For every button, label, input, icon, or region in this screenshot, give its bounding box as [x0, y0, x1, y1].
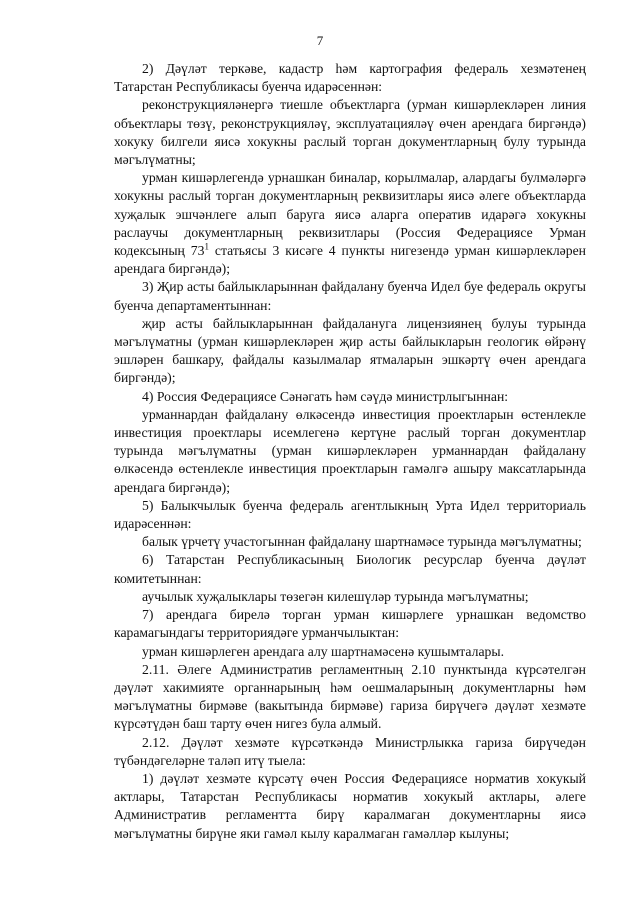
paragraph-16: 1) дәүләт хезмәте күрсәтү өчен Россия Федерациясе норматив хокукый актлары, Татарстан Республикасы норматив хокукый актлары, әлеге Административ регламентта бирү каралмаган документларны яисә мәгълүматны бирүне яки гамәл кылу каралмаган гамәлләр кылуны; — [114, 770, 586, 841]
paragraph-4: 3) Җир асты байлыкларыннан файдалану буенча Идел буе федераль округы буенча департаментыннан: — [114, 279, 586, 313]
paragraph-11: аучылык хуҗалыклары төзегән килешүләр турында мәгълүматны; — [142, 588, 529, 604]
paragraph-2: реконструкцияләнергә тиешле объектларга (урман кишәрлекләрен линия объектлары төзү, реконструкцияләү, эксплуатацияләү өчен арендага биргәндә) хокуку билгели яисә хокукны раслый торган документларның булу турында мәгълүматны; — [114, 97, 586, 168]
footnote-superscript: 1 — [204, 241, 209, 252]
paragraph-5: җир асты байлыкларыннан файдалануга лицензиянең булуы турында мәгълүматны (урман кишәрлекләрен җир асты байлыкларын геологик өйрәнү эшләрен башкару, файдалы казылмалар ятмаларын эшкәртү өчен арендага биргәндә); — [114, 315, 586, 386]
page-number: 7 — [316, 33, 324, 48]
paragraph-3: урман кишәрлегендә урнашкан биналар, корылмалар, алардагы булмәләргә хокукны раслый торган документларның реквизитлары яисә әлеге объектларда хуҗалык эшчәнлеге алып баруга яисә аларга оператив идарәгә хокукны раслаучы документларның реквизитлары (Россия Федерациясе Урман кодексының $73^1$ статьясы 3 кисәге 4 пункты нигезендә урман кишәрлекләрен арендага биргәндә); — [114, 170, 586, 277]
paragraph-6: 4) Россия Федерациясе Сәнәгать һәм сәүдә министрлыгыннан: — [142, 388, 509, 404]
paragraph-12: 7) арендага бирелә торган урман кишәрлеге урнашкан ведомство карамагындагы территориядәге урманчылыктан: — [114, 607, 586, 641]
paragraph-7: урманнардан файдалану өлкәсендә инвестиция проектларын өстенлекле инвестиция проектлары исемлегенә кертүне раслый торган документлар турында мәгълүматны (урман кишәрлекләрен урманнардан файдалану өлкәсендә өстенлекле инвестиция проектларын гамәлгә ашыру максатларында арендага биргәндә); — [114, 406, 586, 495]
paragraph-10: 6) Татарстан Республикасының Биологик ресурслар буенча дәүләт комитетыннан: — [114, 552, 586, 586]
paragraph-15: 2.12. Дәүләт хезмәте күрсәткәндә Министрлыкка гариза бирүчедән түбәндәгеләрне таләп итү тыела: — [114, 734, 586, 768]
paragraph-14: 2.11. Әлеге Административ регламентның 2.10 пунктында күрсәтелгән дәүләт хакимияте органнарының һәм оешмаларының документларны һәм мәгълүматны бирмәве (вакытында бирмәве) гариза бирүчегә дәүләт хезмәте күрсәтүдән баш тарту өчен нигез була алмый. — [114, 661, 586, 732]
paragraph-9: балык үрчетү участогыннан файдалану шартнамәсе турында мәгълүматны; — [142, 534, 582, 550]
paragraph-13: урман кишәрлеген арендага алу шартнамәсенә кушымталары. — [142, 643, 504, 659]
document-body — [114, 60, 586, 843]
paragraph-1: 2) Дәүләт теркәве, кадастр һәм картография федераль хезмәтенең Татарстан Республикасы буенча идарәсеннән: — [114, 61, 586, 95]
paragraph-8: 5) Балыкчылык буенча федераль агентлыкның Урта Идел территориаль идарәсеннән: — [114, 497, 586, 532]
